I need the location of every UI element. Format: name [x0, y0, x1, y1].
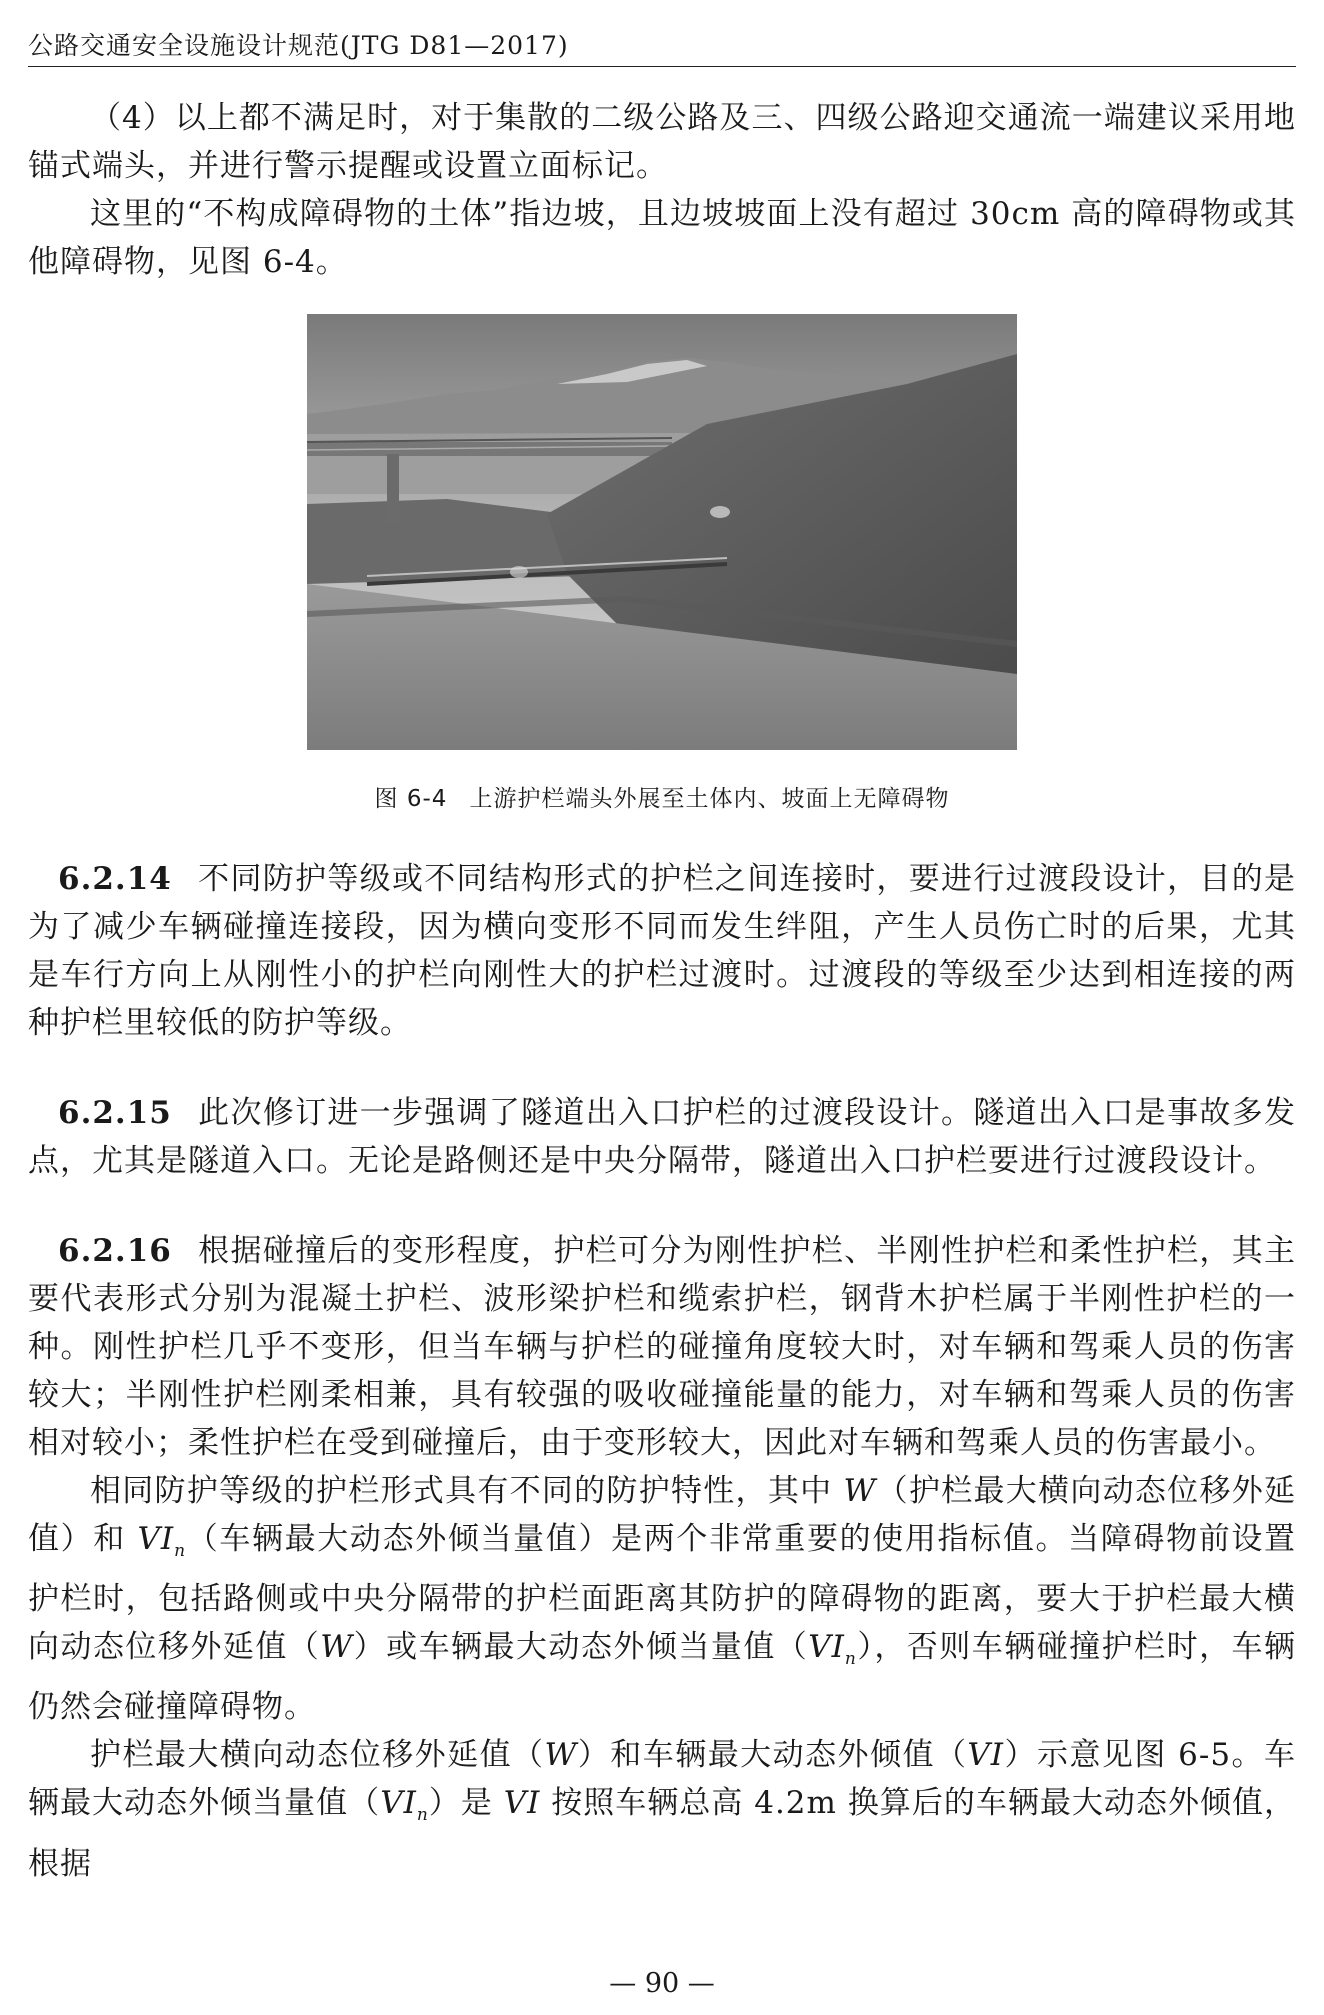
paragraph-item-4: （4）以上都不满足时，对于集散的二级公路及三、四级公路迎交通流一端建议采用地锚式端头，并进行警示提醒或设置立面标记。: [28, 100, 1296, 184]
section-number: 6.2.16: [58, 1233, 172, 1269]
paragraph-w-vin: [28, 1467, 1296, 1731]
page-body: [28, 94, 1296, 1888]
symbol-vi: VI: [137, 1521, 175, 1557]
figure-caption: [28, 780, 1296, 813]
text-run: 相同防护等级的护栏形式具有不同的防护特性，其中: [90, 1473, 844, 1509]
page-number: — 90 —: [609, 1968, 715, 1999]
subscript-n: n: [844, 1649, 857, 1670]
figure-6-4: [28, 314, 1296, 813]
symbol-vi: VI: [967, 1737, 1005, 1774]
guardrail-slope-photo: [307, 314, 1017, 750]
text-run: ）或车辆最大动态外倾当量值（: [353, 1629, 809, 1666]
paragraph-vi-definition: [28, 1731, 1296, 1887]
text-run: ）是: [428, 1785, 504, 1822]
text-run: 护栏最大横向动态位移外延值（: [90, 1737, 545, 1774]
section-number: 6.2.15: [58, 1095, 172, 1131]
figure-caption-text: 上游护栏端头外展至土体内、坡面上无障碍物: [469, 786, 950, 812]
paragraph-soil-definition: 这里的“不构成障碍物的土体”指边坡，且边坡坡面上没有超过 30cm 高的障碍物或其他障碍物，见图 6-4。: [28, 196, 1296, 280]
section-number: 6.2.14: [58, 861, 172, 897]
text-run: ）示意见图 6-5。车辆最大动态外倾当量值（: [28, 1737, 1296, 1822]
symbol-w: W: [843, 1473, 877, 1509]
section-text: 根据碰撞后的变形程度，护栏可分为刚性护栏、半刚性护栏和柔性护栏，其主要代表形式分别为混凝土护栏、波形梁护栏和缆索护栏，钢背木护栏属于半刚性护栏的一种。刚性护栏几乎不变形，但当车辆与护栏的碰撞角度较大时，对车辆和驾乘人员的伤害较大；半刚性护栏刚柔相兼，具有较强的吸收碰撞能量的能力，对车辆和驾乘人员的伤害相对较小；柔性护栏在受到碰撞后，由于变形较大，因此对车辆和驾乘人员的伤害最小。: [28, 1233, 1296, 1461]
symbol-w: W: [320, 1629, 354, 1666]
subscript-n: n: [174, 1541, 187, 1562]
section-text: 不同防护等级或不同结构形式的护栏之间连接时，要进行过渡段设计，目的是为了减少车辆碰撞连接段，因为横向变形不同而发生绊阻，产生人员伤亡时的后果，尤其是车行方向上从刚性小的护栏向刚性大的护栏过渡时。过渡段的等级至少达到相连接的两种护栏里较低的防护等级。: [28, 861, 1296, 1041]
section-text: 此次修订进一步强调了隧道出入口护栏的过渡段设计。隧道出入口是事故多发点，尤其是隧道入口。无论是路侧还是中央分隔带，隧道出入口护栏要进行过渡段设计。: [28, 1095, 1296, 1179]
text-run: ），否则车辆碰撞护栏时，车辆仍然会碰撞障碍物。: [28, 1629, 1297, 1726]
text-run: （车辆最大动态外倾当量值）是两个非常重要的使用指标值。当障碍物前设置护栏时，包括路侧或中央分隔带的护栏面距离其防护的障碍物的距离，要大于护栏最大横向动态位移外延值（: [28, 1521, 1297, 1666]
text-run: ）和车辆最大动态外倾值（: [577, 1737, 968, 1774]
running-header: 公路交通安全设施设计规范(JTG D81—2017): [28, 31, 569, 60]
section-6-2-16: [28, 1227, 1296, 1467]
section-6-2-15: [28, 1089, 1296, 1185]
text-run: 按照车辆总高 4.2m 换算后的车辆最大动态外倾值，根据: [28, 1785, 1297, 1882]
header-rule: [28, 66, 1296, 67]
symbol-w: W: [544, 1737, 578, 1774]
symbol-vi: VI: [503, 1785, 541, 1822]
subscript-n: n: [416, 1805, 429, 1826]
symbol-vi: VI: [808, 1629, 845, 1666]
figure-number: 图 6-4: [374, 786, 448, 812]
section-6-2-14: [28, 855, 1296, 1047]
symbol-vi: VI: [380, 1785, 417, 1822]
text-run: （护栏最大横向动态位移外延值）和: [28, 1473, 1296, 1557]
